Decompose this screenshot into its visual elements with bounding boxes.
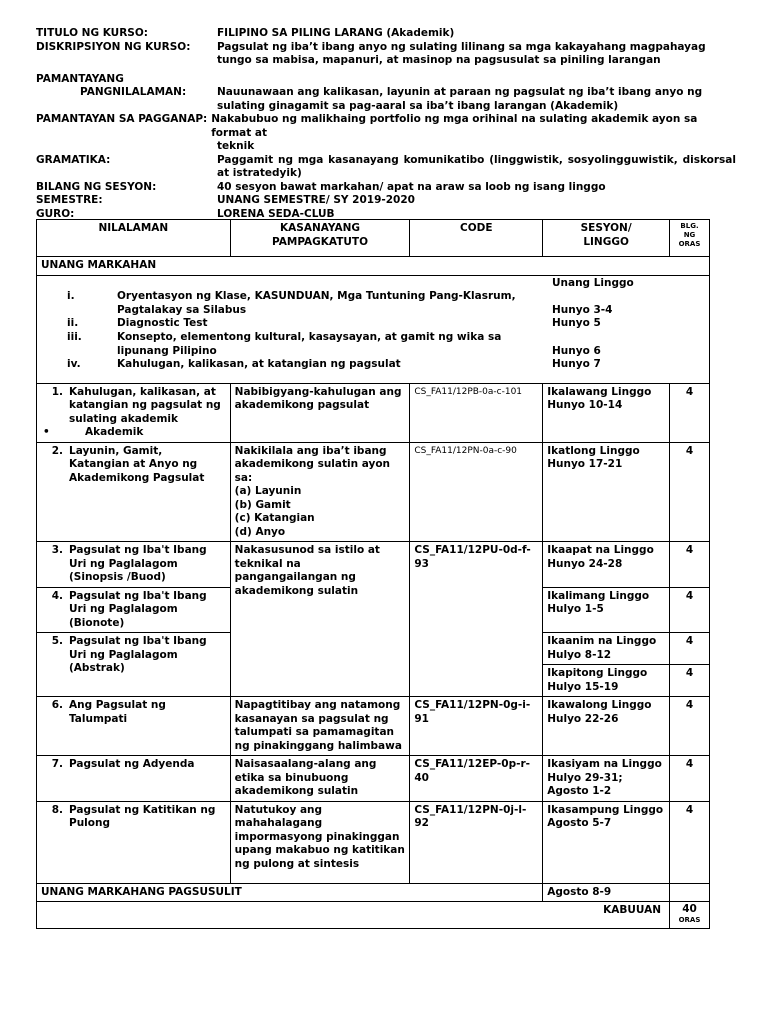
code-cell: CS_FA11/12PN-0g-i-91 [410,697,543,756]
sesyon-value: 40 sesyon bawat markahan/ apat na araw sa loob ng isang linggo [217,180,606,193]
orientation-numeral: iv. [67,357,81,370]
topic-number: 7. [51,758,63,770]
bullet-icon: • [43,426,50,438]
topic-bullet [41,426,226,440]
hours-cell: 4 [670,587,710,633]
topic-text: Pagsulat ng Iba't Ibang Uri ng Paglalagom (Bionote) [69,589,207,629]
hours-cell: 4 [670,442,710,542]
sesyon-line1: SESYON/ [580,222,632,234]
session-week: Ikapitong Linggo [547,667,648,679]
gramatika-row [36,154,736,181]
skill-cell [230,442,410,542]
topic-cell [37,697,231,756]
orientation-item [67,358,401,372]
skill-list-item: (c) Katangian [234,512,315,524]
total-label: KABUUAN [37,902,670,929]
orientation-date: Hunyo 6 [552,344,601,357]
sesyon-label: BILANG NG SESYON: [36,180,157,193]
exam-label: UNANG MARKAHANG PAGSUSULIT [37,883,543,902]
orientation-text: Oryentasyon ng Klase, KASUNDUAN, Mga Tuntuning Pang-Klasrum, [117,289,516,302]
session-date: Hulyo 29-31; [547,771,623,784]
table-header-row [37,220,710,257]
topic-cell [37,383,231,442]
topic-text: Pagsulat ng Adyenda [69,758,195,770]
guro-label: GURO: [36,207,75,220]
titulo-label: TITULO NG KURSO: [36,27,148,39]
topic-number: 2. [51,444,63,457]
pamantayan-value: Nauunawaan ang kalikasan, layunin at paraan ng pagsulat ng iba’t ibang anyo ng sulating ginagamit sa pag-aaral sa iba’t ibang larangan (Akademik) [217,86,703,112]
orientation-numeral: iii. [67,330,82,343]
topic-cell [37,801,231,883]
session-cell [543,542,670,588]
topic-text: Pagsulat ng Iba't Ibang Uri ng Paglalagom (Sinopsis /Buod) [69,544,207,583]
session-week: Ikaanim na Linggo [547,635,657,647]
session-week: Ikatlong Linggo [547,444,640,457]
pagganap-label: PAMANTAYAN SA PAGGANAP: [36,113,208,125]
gramatika-value: Paggamit ng mga kasanayang komunikatibo (linggwistik, sosyolingguwistik, diskorsal at istratedyik) [217,153,736,179]
hours-cell: 4 [670,697,710,756]
orientation-numeral: ii. [67,316,79,329]
orientation-item-cont: Pagtalakay sa Silabus [117,303,247,316]
orientation-date: Hunyo 5 [552,316,601,329]
guro-value: LORENA SEDA-CLUB [217,207,335,220]
curriculum-table [36,219,710,929]
orientation-text: Kahulugan, kalikasan, at katangian ng pagsulat [117,357,401,370]
table-row [37,383,710,442]
topic-number: 1. [51,385,63,398]
session-cell [543,697,670,756]
semestre-value: UNANG SEMESTRE/ SY 2019-2020 [217,194,415,206]
exam-row [37,883,710,902]
total-row [37,902,710,929]
session-date: Hulyo 8-12 [547,648,612,661]
total-hours-cell [670,902,710,929]
session-date: Hunyo 24-28 [547,557,623,570]
session-cell [543,587,670,633]
skill-cell: Natutukoy ang mahahalagang impormasyong pinakinggan upang makabuo ng katitikan ng pulong at sintesis [230,801,410,883]
table-row [37,697,710,756]
hours-cell: 4 [670,542,710,588]
blg-line2: NG [683,231,696,239]
topic-text: Layunin, Gamit, Katangian at Anyo ng Akademikong Pagsulat [69,444,205,484]
orientation-item [67,290,516,304]
session-cell [543,756,670,802]
pagganap-value-line1: Nakabubuo ng malikhaing portfolio ng mga orihinal na sulating akademik ayon sa format at [211,113,698,139]
hours-cell: 4 [670,633,710,665]
skill-list-item: (b) Gamit [234,498,291,511]
blg-line3: ORAS [678,240,701,248]
code-cell: CS_FA11/12PN-0a-c-90 [410,442,543,542]
deskripsiyon-label: DISKRIPSIYON NG KURSO: [36,40,191,53]
kasanayan-line1: KASANAYANG [280,222,361,234]
topic-text: Pagsulat ng Iba't Ibang Uri ng Paglalagom (Abstrak) [69,635,207,674]
skill-cell: Nabibigyang-kahulugan ang akademikong pagsulat [230,383,410,442]
exam-date: Agosto 8-9 [543,883,670,902]
topic-cell [37,587,231,633]
pamantayan-label [36,73,217,114]
table-row [37,442,710,542]
topic-number: 4. [51,589,63,602]
semestre-label: SEMESTRE: [36,194,103,206]
col-header-code: CODE [410,220,543,257]
orientation-item-cont: lipunang Pilipino [117,344,217,357]
code-cell: CS_FA11/12PN-0j-l-92 [410,801,543,883]
semestre-row [36,194,736,208]
titulo-row [36,27,736,41]
orientation-item [67,317,208,331]
session-cell [543,801,670,883]
kasanayan-line2: PAMPAGKATUTO [272,235,369,248]
deskripsiyon-value: Pagsulat ng iba’t ibang anyo ng sulating lilinang sa mga kakayahang magpahayag tungo sa mabisa, mapanuri, at masinop na pagsusulat sa piniling larangan [217,40,706,66]
session-week: Ikaapat na Linggo [547,544,654,556]
col-header-sesyon [543,220,670,257]
pamantayan-row [36,73,736,114]
skill-list-item: (d) Anyo [234,525,286,538]
topic-number: 6. [51,699,63,711]
orientation-item [67,331,501,345]
orientation-text: Diagnostic Test [117,316,208,329]
table-row [37,756,710,802]
topic-cell [37,542,231,588]
session-week: Ikawalong Linggo [547,699,652,711]
table-row [37,542,710,588]
code-cell: CS_FA11/12PU-0d-f-93 [410,542,543,697]
topic-text: Kahulugan, kalikasan, at katangian ng pagsulat ng sulating akademik [69,385,221,425]
col-header-nilalaman: NILALAMAN [37,220,231,257]
orientation-row [37,275,710,383]
session-week: Ikalawang Linggo [547,385,652,398]
topic-cell [37,756,231,802]
pagganap-value-line2: teknik [217,140,255,152]
sesyon-row [36,181,736,195]
pamantayan-label-line1: PAMANTAYANG [36,72,124,85]
skill-cell: Nakasusunod sa istilo at teknikal na pangangailangan ng akademikong sulatin [230,542,410,697]
skill-cell: Naisasaalang-alang ang etika sa binubuong akademikong sulatin [230,756,410,802]
topic-cell [37,633,231,697]
topic-number: 8. [51,803,63,816]
topic-text: Ang Pagsulat ng Talumpati [69,699,166,725]
orientation-block [37,275,710,383]
session-date: Hunyo 10-14 [547,399,623,411]
skill-cell: Napagtitibay ang natamong kasanayan sa pagsulat ng talumpati sa pamamagitan ng pinakinggang halimbawa [230,697,410,756]
skill-text: Nakikilala ang iba’t ibang akademikong sulatin ayon sa: [234,444,391,484]
orientation-date: Hunyo 3-4 [552,303,613,316]
session-cell [543,383,670,442]
session-week: Ikasampung Linggo [547,803,664,816]
session-date: Hulyo 1-5 [547,603,604,615]
topic-cell [37,442,231,542]
code-cell: CS_FA11/12PB-0a-c-101 [410,383,543,442]
session-cell [543,442,670,542]
hours-cell: 4 [670,383,710,442]
orientation-date: Hunyo 7 [552,357,601,370]
session-date: Hulyo 22-26 [547,712,619,725]
sesyon-line2: LINGGO [583,235,629,248]
session-date: Hunyo 17-21 [547,458,623,470]
session-cell [543,665,670,697]
blg-line1: BLG. [680,222,699,230]
pagganap-row [36,113,736,140]
session-date: Agosto 5-7 [547,817,612,829]
pagganap-row-2 [36,140,736,154]
session-date: Hulyo 15-19 [547,680,619,693]
titulo-value: FILIPINO SA PILING LARANG (Akademik) [217,27,455,39]
topic-text: Pagsulat ng Katitikan ng Pulong [69,803,216,829]
topic-number: 3. [51,544,63,556]
skill-list-item: (a) Layunin [234,485,302,497]
hours-cell: 4 [670,801,710,883]
orientation-text: Konsepto, elementong kultural, kasaysayan, at gamit ng wika sa [117,330,502,343]
session-week: Ikasiyam na Linggo [547,758,662,770]
table-row [37,801,710,883]
code-cell: CS_FA11/12EP-0p-r-40 [410,756,543,802]
deskripsiyon-row [36,41,736,68]
total-unit: ORAS [678,916,701,924]
pamantayan-label-line2: PANGNILALAMAN: [80,86,187,98]
unang-markahan-row [37,257,710,276]
unang-markahan-label: UNANG MARKAHAN [37,257,710,276]
hours-cell: 4 [670,756,710,802]
hours-cell: 4 [670,665,710,697]
session-week: Ikalimang Linggo [547,589,650,602]
gramatika-label: GRAMATIKA: [36,153,111,166]
course-header [36,27,736,221]
col-header-oras [670,220,710,257]
total-hours: 40 [682,903,697,915]
session-date: Agosto 1-2 [547,785,612,797]
orientation-numeral: i. [67,289,75,302]
col-header-kasanayan [230,220,410,257]
topic-number: 5. [51,635,63,647]
orientation-week: Unang Linggo [552,276,634,289]
bullet-text: Akademik [85,426,144,438]
session-cell [543,633,670,665]
